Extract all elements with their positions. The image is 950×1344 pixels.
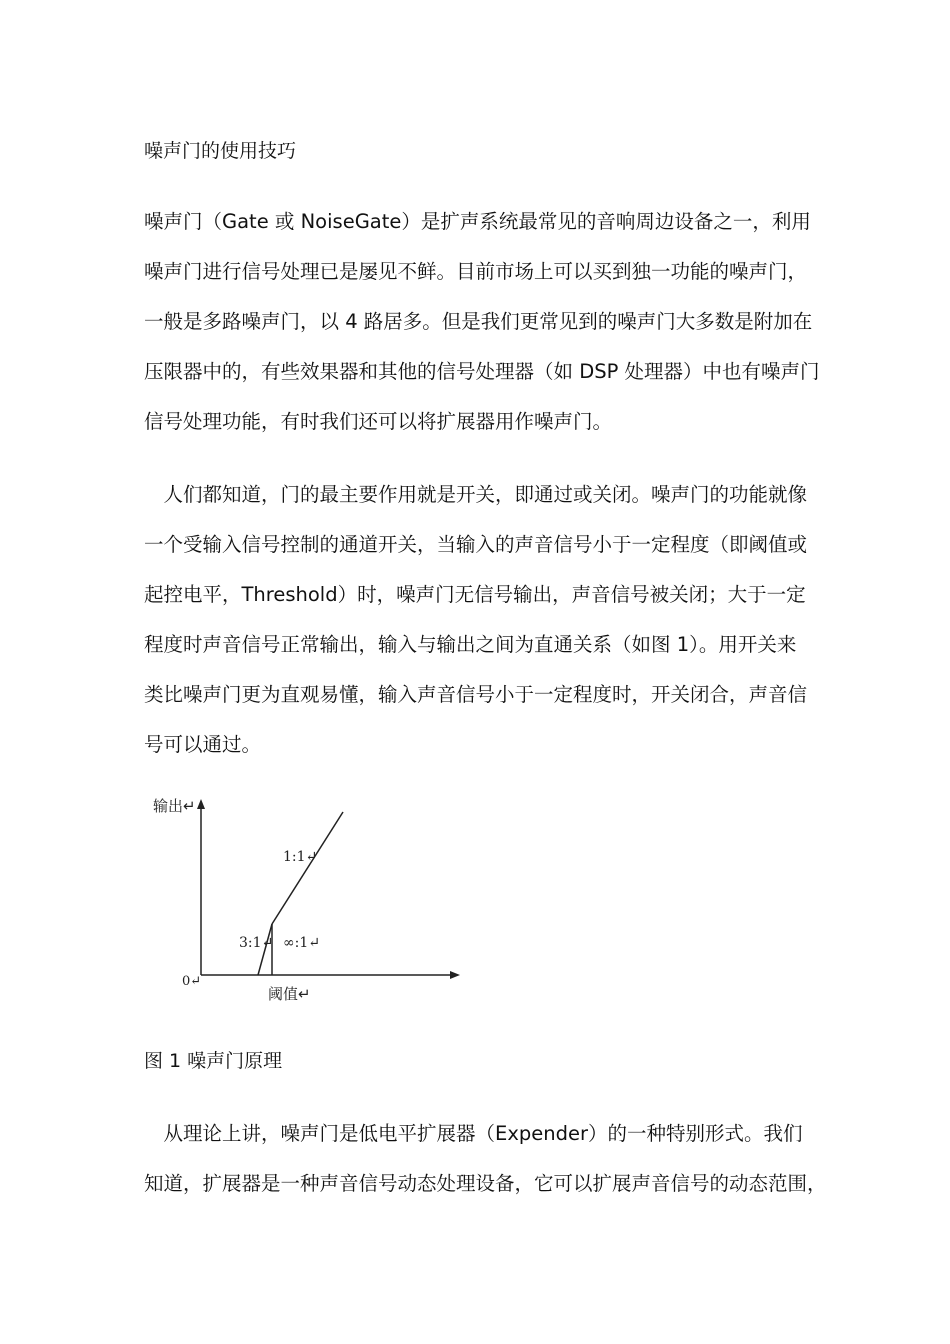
origin-label: 0↵ <box>182 974 202 989</box>
y-axis-label: 输出↵ <box>153 797 196 815</box>
paragraph-line: 噪声门进行信号处理已是屡见不鲜。目前市场上可以买到独一功能的噪声门， <box>144 260 808 283</box>
paragraph-line: 类比噪声门更为直观易懂，输入声音信号小于一定程度时，开关闭合，声音信 <box>144 683 808 706</box>
paragraph-line: 起控电平，Threshold）时，噪声门无信号输出，声音信号被关闭；大于一定 <box>144 583 806 606</box>
diagram-canvas <box>140 785 480 1015</box>
ratio-1-1-label: 1:1↵ <box>283 849 318 865</box>
paragraph-line: 噪声门（Gate 或 NoiseGate）是扩声系统最常见的音响周边设备之一，利用 <box>144 210 811 233</box>
paragraph-line: 一个受输入信号控制的通道开关，当输入的声音信号小于一定程度（即阈值或 <box>144 533 808 556</box>
gate-transfer-diagram <box>140 785 480 1015</box>
paragraph-theory <box>144 1120 827 1220</box>
ratio-infinite-label: ∞:1↵ <box>283 935 321 951</box>
paragraph-line: 压限器中的，有些效果器和其他的信号处理器（如 DSP 处理器）中也有噪声门 <box>144 360 820 383</box>
x-axis-label: 阈值↵ <box>268 985 311 1003</box>
paragraph-line: 号可以通过。 <box>144 733 262 756</box>
paragraph-line: 程度时声音信号正常输出，输入与输出之间为直通关系（如图 1）。用开关来 <box>144 633 797 656</box>
paragraph-line: 人们都知道，门的最主要作用就是开关，即通过或关闭。噪声门的功能就像 <box>144 483 808 506</box>
paragraph-intro <box>144 208 820 458</box>
ratio-1-1-line <box>272 812 343 924</box>
ratio-3-1-label: 3:1↵ <box>239 935 274 951</box>
paragraph-line: 信号处理功能，有时我们还可以将扩展器用作噪声门。 <box>144 410 613 433</box>
paragraph-gate-function <box>144 481 812 781</box>
paragraph-line: 一般是多路噪声门，以 4 路居多。但是我们更常见到的噪声门大多数是附加在 <box>144 310 813 333</box>
paragraph-line: 知道，扩展器是一种声音信号动态处理设备，它可以扩展声音信号的动态范围， <box>144 1172 827 1195</box>
paragraph-line: 从理论上讲，噪声门是低电平扩展器（Expender）的一种特别形式。我们 <box>144 1122 803 1145</box>
y-axis-arrow-icon <box>197 799 205 809</box>
figure-caption: 图 1 噪声门原理 <box>144 1050 283 1072</box>
x-axis-arrow-icon <box>450 971 460 979</box>
document-title: 噪声门的使用技巧 <box>144 140 297 162</box>
